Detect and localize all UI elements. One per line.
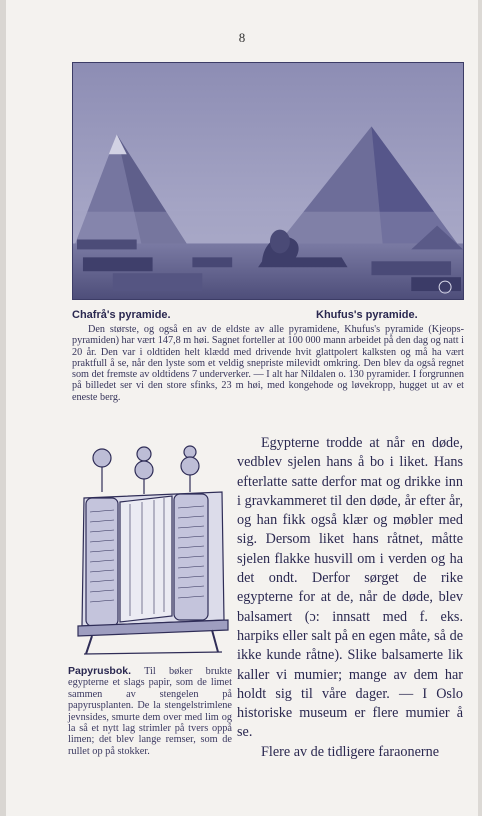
pyramids-photo [72, 62, 464, 300]
papyrus-scroll-illustration [72, 440, 234, 662]
main-body-text [237, 434, 463, 762]
papyrus-caption-text: Til bøker brukte egypterne et slags papir, som de limet sammen av stengelen på papyrusplanten. De la stengelstrimlene jevnsides, smurte dem over med lim og la så et nytt lag strimler på tvers oppå limen; det blev lange remser, som de rullet op på stokker. [68, 666, 232, 757]
photo-description-text: Den største, og også en av de eldste av alle pyramidene, Khufus's pyramide (Kjeops-pyramiden) har vært 147,8 m høi. Sagnet forteller at 100 000 mann arbeidet på den dag og natt i 20 år. Den var i oldtiden helt klædd med drivende hvit glattpolert kalksten og må ha vært praktfull å se, når den lyste som et veldig snepriste milevidt omkring. Den blev da også regnet som det fremste av oldtidens 7 underverker. — I alt har Nildalen o. 130 pyramider. I forgrunnen på billedet ser vi den store sfinks, 23 m høi, med kongehode og løvekropp, hugget ut av et eneste berg. [72, 324, 464, 403]
papyrus-scroll-figure [72, 440, 234, 662]
papyrus-caption [68, 666, 232, 757]
pyramids-illustration [73, 63, 463, 299]
body-paragraph-1: Egypterne trodde at når en døde, vedblev sjelen hans å bo i liket. Hans efterlatte satte derfor mat og drikke inn i gravkammeret til den døde, år efter år, og han fikk også klær og møbler med sig. Dersom liket hans råtnet, måtte sjelen flakke husvill om i verden og ha det ondt. Derfor sørget de rike egypterne for at de, når de døde, blev balsamert (ɔ: innsatt med f. eks. harpiks eller salt på en egen måte, så de ikke kunde råtne). Slike balsamerte lik kaller vi mumier; mange av dem har holdt sig til våre dager. — I Oslo historiske museum er flere mumier å se. [237, 435, 463, 741]
photo-caption-row [72, 309, 464, 323]
caption-chafra: Chafrå's pyramide. [72, 309, 171, 321]
page-number: 8 [238, 30, 246, 45]
photo-description [72, 324, 464, 403]
caption-khufu: Khufus's pyramide. [316, 309, 418, 321]
papyrus-caption-lead: Papyrusbok. [68, 665, 132, 677]
body-paragraph-2: Flere av de tidligere faraonerne [261, 743, 440, 760]
